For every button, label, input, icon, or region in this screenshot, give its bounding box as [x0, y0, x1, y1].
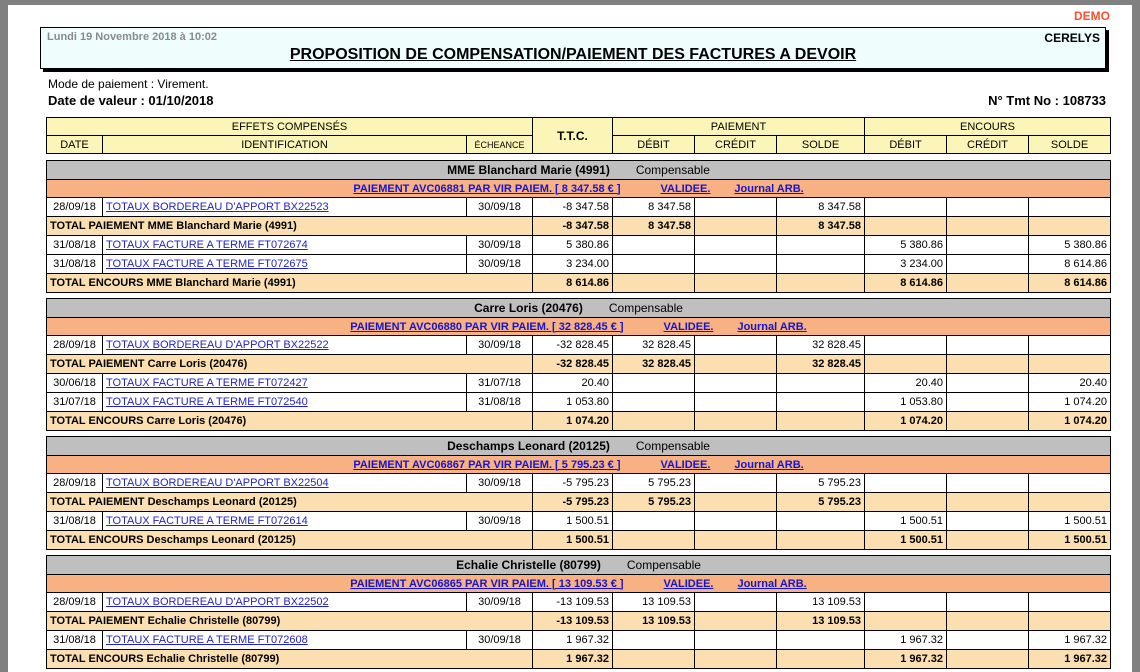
cell-encours-debit: 5 380.86: [865, 236, 947, 255]
payment-banner-cell[interactable]: [47, 180, 1111, 198]
cell-paiement-credit: [695, 474, 777, 493]
cell-paiement-solde: 13 109.53: [777, 593, 865, 612]
payment-total-row: [47, 217, 1111, 236]
client-header-row: [47, 556, 1111, 575]
table-row: [47, 255, 1111, 274]
cell-encours-credit: [947, 474, 1029, 493]
total-encours-solde: [1029, 612, 1111, 631]
client-name: Deschamps Leonard (20125): [447, 439, 610, 453]
document-link[interactable]: TOTAUX FACTURE A TERME FT072614: [106, 515, 308, 527]
cell-encours-credit: [947, 593, 1029, 612]
document-link[interactable]: TOTAUX FACTURE A TERME FT072427: [106, 377, 308, 389]
table-row: [47, 198, 1111, 217]
cell-identification[interactable]: [103, 374, 467, 393]
cell-date: 28/09/18: [47, 593, 103, 612]
report-timestamp: Lundi 19 Novembre 2018 à 10:02: [47, 31, 217, 43]
total-label: TOTAL ENCOURS Echalie Christelle (80799): [47, 650, 533, 669]
total-label: TOTAL PAIEMENT Carre Loris (20476): [47, 355, 533, 374]
cell-echeance: 30/09/18: [467, 336, 533, 355]
total-ttc: -5 795.23: [533, 493, 613, 512]
cell-date: 28/09/18: [47, 336, 103, 355]
treatment-number-label: N° Tmt No : 108733: [988, 93, 1106, 108]
col-paiement-solde: SOLDE: [777, 136, 865, 154]
cell-encours-debit: 1 967.32: [865, 631, 947, 650]
cell-date: 31/08/18: [47, 236, 103, 255]
cell-paiement-solde: 5 795.23: [777, 474, 865, 493]
document-link[interactable]: TOTAUX FACTURE A TERME FT072674: [106, 239, 308, 251]
payment-banner-row[interactable]: [47, 456, 1111, 474]
total-paiement-debit: 13 109.53: [613, 612, 695, 631]
cell-encours-debit: 1 053.80: [865, 393, 947, 412]
total-ttc: -8 347.58: [533, 217, 613, 236]
payment-mode-label: Mode de paiement : Virement.: [48, 77, 209, 91]
cell-paiement-credit: [695, 593, 777, 612]
cell-echeance: 30/09/18: [467, 198, 533, 217]
cell-encours-credit: [947, 255, 1029, 274]
report-title-box: [40, 27, 1106, 69]
cell-paiement-solde: [777, 631, 865, 650]
cell-paiement-debit: 8 347.58: [613, 198, 695, 217]
payment-banner-row[interactable]: [47, 318, 1111, 336]
total-encours-debit: 8 614.86: [865, 274, 947, 293]
total-encours-solde: [1029, 217, 1111, 236]
client-compensable-tag: Compensable: [635, 439, 710, 453]
total-paiement-solde: 32 828.45: [777, 355, 865, 374]
cell-paiement-credit: [695, 198, 777, 217]
table-row: [47, 374, 1111, 393]
payment-status[interactable]: VALIDEE.: [663, 320, 714, 333]
cell-echeance: 30/09/18: [467, 631, 533, 650]
total-ttc: 1 074.20: [533, 412, 613, 431]
document-link[interactable]: TOTAUX FACTURE A TERME FT072540: [106, 396, 308, 408]
cell-paiement-solde: [777, 255, 865, 274]
col-paiement-credit: CRÉDIT: [695, 136, 777, 154]
cell-encours-debit: 20.40: [865, 374, 947, 393]
payment-total-row: [47, 355, 1111, 374]
cell-encours-credit: [947, 631, 1029, 650]
report-page: [8, 5, 1132, 672]
cell-paiement-debit: [613, 374, 695, 393]
client-header-cell: [47, 556, 1111, 575]
cell-paiement-solde: [777, 512, 865, 531]
total-ttc: 1 967.32: [533, 650, 613, 669]
cell-ttc: 1 500.51: [533, 512, 613, 531]
encours-total-row: [47, 531, 1111, 550]
cell-echeance: 30/09/18: [467, 474, 533, 493]
total-encours-credit: [947, 493, 1029, 512]
cell-identification[interactable]: [103, 474, 467, 493]
cell-identification[interactable]: [103, 236, 467, 255]
total-encours-debit: [865, 612, 947, 631]
table-row: [47, 393, 1111, 412]
cell-encours-debit: [865, 198, 947, 217]
cell-ttc: 1 053.80: [533, 393, 613, 412]
document-link[interactable]: TOTAUX BORDEREAU D'APPORT BX22502: [106, 596, 329, 608]
client-name: Carre Loris (20476): [474, 301, 583, 315]
payment-status[interactable]: VALIDEE.: [660, 458, 711, 471]
total-paiement-debit: 32 828.45: [613, 355, 695, 374]
total-label: TOTAL PAIEMENT Echalie Christelle (80799): [47, 612, 533, 631]
total-encours-credit: [947, 274, 1029, 293]
demo-banner-row: [8, 5, 1132, 27]
client-header-cell: [47, 161, 1111, 180]
cell-encours-debit: [865, 336, 947, 355]
cell-paiement-credit: [695, 336, 777, 355]
payment-banner-text[interactable]: PAIEMENT AVC06867 PAR VIR PAIEM. [ 5 795.23 € ]: [353, 458, 621, 471]
total-paiement-debit: 8 347.58: [613, 217, 695, 236]
total-encours-credit: [947, 531, 1029, 550]
client-header-cell: [47, 299, 1111, 318]
cell-encours-solde: 20.40: [1029, 374, 1111, 393]
table-row: [47, 512, 1111, 531]
payment-banner-text[interactable]: PAIEMENT AVC06881 PAR VIR PAIEM. [ 8 347.58 € ]: [353, 182, 621, 195]
total-encours-solde: 1 074.20: [1029, 412, 1111, 431]
total-paiement-credit: [695, 612, 777, 631]
col-encours-debit: DÉBIT: [865, 136, 947, 154]
section-spacer: [47, 154, 1111, 161]
table-row: [47, 236, 1111, 255]
payment-banner-row[interactable]: [47, 575, 1111, 593]
table-body: [47, 154, 1111, 669]
total-encours-debit: 1 500.51: [865, 531, 947, 550]
cell-ttc: 1 967.32: [533, 631, 613, 650]
document-link[interactable]: TOTAUX FACTURE A TERME FT072675: [106, 258, 308, 270]
col-echeance: ÉCHEANCE: [467, 136, 533, 154]
total-paiement-solde: 8 347.58: [777, 217, 865, 236]
cell-encours-solde: 1 074.20: [1029, 393, 1111, 412]
cell-echeance: 31/07/18: [467, 374, 533, 393]
total-encours-solde: 8 614.86: [1029, 274, 1111, 293]
table-row: [47, 593, 1111, 612]
cell-encours-solde: 1 967.32: [1029, 631, 1111, 650]
company-name: CERELYS: [1044, 31, 1100, 45]
group-header-paiement: PAIEMENT: [613, 118, 865, 136]
cell-encours-credit: [947, 512, 1029, 531]
encours-total-row: [47, 274, 1111, 293]
cell-paiement-credit: [695, 631, 777, 650]
cell-echeance: 30/09/18: [467, 593, 533, 612]
group-header-effets: EFFETS COMPENSÉS: [47, 118, 533, 136]
cell-encours-credit: [947, 236, 1029, 255]
total-encours-debit: 1 074.20: [865, 412, 947, 431]
total-encours-solde: 1 967.32: [1029, 650, 1111, 669]
cell-encours-debit: [865, 593, 947, 612]
total-ttc: 8 614.86: [533, 274, 613, 293]
cell-encours-credit: [947, 336, 1029, 355]
cell-paiement-solde: [777, 236, 865, 255]
table-row: [47, 336, 1111, 355]
document-link[interactable]: TOTAUX BORDEREAU D'APPORT BX22522: [106, 339, 329, 351]
total-encours-credit: [947, 355, 1029, 374]
table-row: [47, 631, 1111, 650]
compensation-table: [46, 117, 1111, 669]
total-encours-credit: [947, 412, 1029, 431]
cell-paiement-debit: [613, 631, 695, 650]
group-header-ttc: T.T.C.: [533, 118, 613, 154]
cell-encours-solde: 1 500.51: [1029, 512, 1111, 531]
cell-encours-debit: 1 500.51: [865, 512, 947, 531]
cell-date: 28/09/18: [47, 198, 103, 217]
cell-encours-credit: [947, 393, 1029, 412]
cell-identification[interactable]: [103, 198, 467, 217]
cell-ttc: -8 347.58: [533, 198, 613, 217]
cell-echeance: 30/09/18: [467, 255, 533, 274]
cell-ttc: -5 795.23: [533, 474, 613, 493]
total-paiement-credit: [695, 412, 777, 431]
cell-ttc: 5 380.86: [533, 236, 613, 255]
total-label: TOTAL ENCOURS MME Blanchard Marie (4991): [47, 274, 533, 293]
cell-date: 31/08/18: [47, 631, 103, 650]
cell-paiement-debit: 5 795.23: [613, 474, 695, 493]
payment-total-row: [47, 493, 1111, 512]
total-paiement-solde: 13 109.53: [777, 612, 865, 631]
total-paiement-solde: [777, 412, 865, 431]
cell-ttc: -13 109.53: [533, 593, 613, 612]
total-paiement-debit: 5 795.23: [613, 493, 695, 512]
cell-encours-solde: [1029, 593, 1111, 612]
total-ttc: -32 828.45: [533, 355, 613, 374]
cell-encours-solde: [1029, 198, 1111, 217]
client-name: MME Blanchard Marie (4991): [447, 163, 610, 177]
total-paiement-solde: 5 795.23: [777, 493, 865, 512]
col-encours-solde: SOLDE: [1029, 136, 1111, 154]
cell-ttc: 20.40: [533, 374, 613, 393]
client-header-row: [47, 161, 1111, 180]
table-head: [47, 118, 1111, 154]
payment-banner-cell[interactable]: [47, 456, 1111, 474]
cell-identification[interactable]: [103, 393, 467, 412]
total-paiement-debit: [613, 650, 695, 669]
client-compensable-tag: Compensable: [626, 558, 701, 572]
payment-banner-cell[interactable]: [47, 318, 1111, 336]
total-encours-solde: 1 500.51: [1029, 531, 1111, 550]
client-header-row: [47, 299, 1111, 318]
col-paiement-debit: DÉBIT: [613, 136, 695, 154]
cell-paiement-debit: 32 828.45: [613, 336, 695, 355]
payment-journal-link[interactable]: Journal ARB.: [737, 577, 807, 590]
cell-echeance: 30/09/18: [467, 236, 533, 255]
value-date-label: Date de valeur : 01/10/2018: [48, 93, 214, 108]
table-row: [47, 474, 1111, 493]
payment-banner-text[interactable]: PAIEMENT AVC06865 PAR VIR PAIEM. [ 13 109.53 € ]: [350, 577, 624, 590]
payment-banner-row[interactable]: [47, 180, 1111, 198]
document-link[interactable]: TOTAUX BORDEREAU D'APPORT BX22504: [106, 477, 329, 489]
cell-encours-credit: [947, 198, 1029, 217]
total-label: TOTAL ENCOURS Carre Loris (20476): [47, 412, 533, 431]
total-encours-credit: [947, 612, 1029, 631]
col-encours-credit: CRÉDIT: [947, 136, 1029, 154]
client-header-row: [47, 437, 1111, 456]
client-compensable-tag: Compensable: [635, 163, 710, 177]
demo-badge: DEMO: [1074, 9, 1110, 23]
payment-banner-text[interactable]: PAIEMENT AVC06880 PAR VIR PAIEM. [ 32 828.45 € ]: [350, 320, 624, 333]
cell-paiement-credit: [695, 393, 777, 412]
payment-banner-cell[interactable]: [47, 575, 1111, 593]
total-paiement-solde: [777, 274, 865, 293]
cell-encours-solde: [1029, 336, 1111, 355]
total-label: TOTAL PAIEMENT MME Blanchard Marie (4991): [47, 217, 533, 236]
client-compensable-tag: Compensable: [608, 301, 683, 315]
cell-paiement-solde: 32 828.45: [777, 336, 865, 355]
payment-status[interactable]: VALIDEE.: [660, 182, 711, 195]
cell-encours-credit: [947, 374, 1029, 393]
cell-identification[interactable]: [103, 631, 467, 650]
cell-identification[interactable]: [103, 593, 467, 612]
total-ttc: -13 109.53: [533, 612, 613, 631]
total-label: TOTAL PAIEMENT Deschamps Leonard (20125): [47, 493, 533, 512]
payment-journal-link[interactable]: Journal ARB.: [737, 320, 807, 333]
cell-encours-solde: 5 380.86: [1029, 236, 1111, 255]
cell-encours-solde: [1029, 474, 1111, 493]
cell-encours-debit: 3 234.00: [865, 255, 947, 274]
total-ttc: 1 500.51: [533, 531, 613, 550]
payment-status[interactable]: VALIDEE.: [663, 577, 714, 590]
cell-paiement-debit: [613, 512, 695, 531]
cell-paiement-credit: [695, 374, 777, 393]
cell-ttc: 3 234.00: [533, 255, 613, 274]
cell-identification[interactable]: [103, 255, 467, 274]
total-paiement-credit: [695, 650, 777, 669]
cell-paiement-debit: [613, 236, 695, 255]
cell-paiement-credit: [695, 255, 777, 274]
cell-date: 31/07/18: [47, 393, 103, 412]
cell-paiement-solde: 8 347.58: [777, 198, 865, 217]
cell-date: 31/08/18: [47, 512, 103, 531]
total-paiement-credit: [695, 493, 777, 512]
total-paiement-debit: [613, 412, 695, 431]
cell-paiement-credit: [695, 236, 777, 255]
total-paiement-credit: [695, 217, 777, 236]
total-encours-debit: [865, 355, 947, 374]
client-name: Echalie Christelle (80799): [456, 558, 601, 572]
cell-paiement-debit: [613, 255, 695, 274]
cell-ttc: -32 828.45: [533, 336, 613, 355]
document-link[interactable]: TOTAUX FACTURE A TERME FT072608: [106, 634, 308, 646]
total-encours-solde: [1029, 493, 1111, 512]
page-title: PROPOSITION DE COMPENSATION/PAIEMENT DES FACTURES A DEVOIR: [289, 46, 857, 63]
cell-date: 30/06/18: [47, 374, 103, 393]
total-paiement-solde: [777, 650, 865, 669]
group-header-row: [47, 118, 1111, 136]
report-meta: [48, 77, 1106, 113]
total-paiement-credit: [695, 531, 777, 550]
total-paiement-debit: [613, 531, 695, 550]
col-date: DATE: [47, 136, 103, 154]
cell-echeance: 30/09/18: [467, 512, 533, 531]
encours-total-row: [47, 650, 1111, 669]
cell-date: 31/08/18: [47, 255, 103, 274]
cell-encours-debit: [865, 474, 947, 493]
total-encours-debit: [865, 217, 947, 236]
cell-identification[interactable]: [103, 336, 467, 355]
cell-paiement-credit: [695, 512, 777, 531]
encours-total-row: [47, 412, 1111, 431]
total-encours-debit: [865, 493, 947, 512]
total-encours-credit: [947, 217, 1029, 236]
total-paiement-credit: [695, 355, 777, 374]
total-label: TOTAL ENCOURS Deschamps Leonard (20125): [47, 531, 533, 550]
total-encours-solde: [1029, 355, 1111, 374]
document-link[interactable]: TOTAUX BORDEREAU D'APPORT BX22523: [106, 201, 329, 213]
cell-identification[interactable]: [103, 512, 467, 531]
payment-journal-link[interactable]: Journal ARB.: [734, 182, 804, 195]
total-paiement-solde: [777, 531, 865, 550]
total-paiement-debit: [613, 274, 695, 293]
cell-encours-solde: 8 614.86: [1029, 255, 1111, 274]
cell-paiement-debit: [613, 393, 695, 412]
payment-journal-link[interactable]: Journal ARB.: [734, 458, 804, 471]
total-encours-debit: 1 967.32: [865, 650, 947, 669]
cell-paiement-solde: [777, 393, 865, 412]
total-paiement-credit: [695, 274, 777, 293]
client-header-cell: [47, 437, 1111, 456]
payment-total-row: [47, 612, 1111, 631]
total-encours-credit: [947, 650, 1029, 669]
cell-echeance: 31/08/18: [467, 393, 533, 412]
col-identification: IDENTIFICATION: [103, 136, 467, 154]
cell-paiement-solde: [777, 374, 865, 393]
cell-paiement-debit: 13 109.53: [613, 593, 695, 612]
cell-date: 28/09/18: [47, 474, 103, 493]
group-header-encours: ENCOURS: [865, 118, 1111, 136]
